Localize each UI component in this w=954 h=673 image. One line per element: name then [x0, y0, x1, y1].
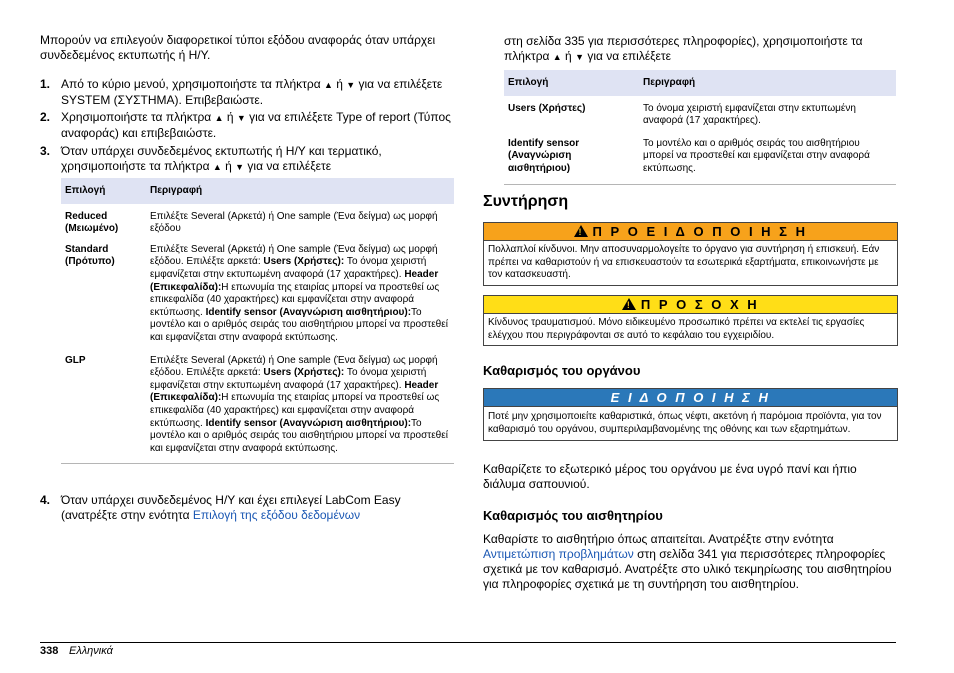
down-arrow-icon: ▼	[235, 162, 245, 172]
caution-icon	[622, 298, 636, 310]
clean-sensor-text: Καθαρίστε το αισθητήριο όπως απαιτείται. Ανατρέξτε στην ενότητα Αντιμετώπιση προβλημάτων στη σελίδα 341 για περισσότερες πληροφορίες σχετικά με τον καθαρισμό. Ανατρέξτε στο υλικό τεκμηρίωσης του αισθητηρίου για πληροφορίες σχετικά με τη συντήρηση του αισθητηρίου.	[483, 532, 892, 591]
notice-text: Ποτέ μην χρησιμοποιείτε καθαριστικά, όπως νέφτι, ακετόνη ή παρόμοια προϊόντα, για τον καθαρισμό του οργάνου, συμπεριλαμβανομένης της οθόνης και των εξαρτημάτων.	[484, 406, 897, 440]
caution-box	[483, 295, 898, 346]
up-arrow-icon: ▲	[323, 80, 333, 90]
caution-title: Π Ρ Ο Σ Ο Χ Η	[640, 297, 760, 312]
notice-title: Ε Ι Δ Ο Π Ο Ι Η Σ Η	[484, 389, 897, 406]
table-row: Identify sensor (Αναγνώριση αισθητήριου) Το μοντέλο και ο αριθμός σειράς του αισθητήριου μπορεί να προστεθεί και εμφανίζεται στην αναφορά εκτύπωσης.	[504, 128, 896, 184]
up-arrow-icon: ▲	[552, 52, 562, 62]
data-output-link[interactable]: Επιλογή της εξόδου δεδομένων	[192, 508, 361, 522]
warning-title: Π Ρ Ο Ε Ι Δ Ο Π Ο Ι Η Σ Η	[592, 224, 808, 239]
warning-box	[483, 222, 898, 286]
table-row: Reduced (Μειωμένο) Επιλέξτε Several (Αρκετά) ή One sample (Ένα δείγμα) ως μορφή εξόδου	[65, 210, 438, 235]
maintenance-heading: Συντήρηση	[483, 193, 569, 210]
labcom-options-table	[504, 70, 896, 185]
page-number: 338	[40, 645, 59, 657]
table-header-description: Περιγραφή	[146, 178, 454, 204]
clean-instrument-text: Καθαρίζετε το εξωτερικό μέρος του οργάνου με ένα υγρό πανί και ήπιο διάλυμα σαπουνιού.	[483, 462, 857, 491]
report-options-table	[61, 178, 454, 464]
table-row: Standard (Πρότυπο) Επιλέξτε Several (Αρκετά) ή One sample (Ένα δείγμα) ως μορφή εξόδου. Επιλέξτε αρκετά: Users (Χρήστες): Το όνομα χειριστή εμφανίζεται στην εκτυπωμένη αναφορά (17 χαρακτήρες). Header (Επικεφαλίδα):Η επωνυμία της εταιρίας μπορεί να προστεθεί ως επικεφαλίδα (40 χαρακτήρες) και εμφανίζεται στην αναφορά εκτύπωσης. Identify sensor (Αναγνώριση αισθητήριου):Το μοντέλο και ο αριθμός σειράς του αισθητήριου μπορεί να προστεθεί και εμφανίζεται στην αναφορά εκτύπωσης.	[65, 243, 448, 343]
warning-icon	[574, 225, 588, 237]
clean-instrument-heading: Καθαρισμός του οργάνου	[483, 363, 641, 378]
notice-box	[483, 388, 898, 441]
troubleshooting-link[interactable]: Αντιμετώπιση προβλημάτων	[483, 547, 634, 561]
table-header-option: Επιλογή	[61, 178, 146, 204]
warning-text: Πολλαπλοί κίνδυνοι. Μην αποσυναρμολογείτε το όργανο για συντήρηση ή επισκευή. Εάν πρέπει να καθαριστούν ή να επισκευαστούν τα εσωτερικά εξαρτήματα, επικοινωνήστε με τον κατασκευαστή.	[484, 240, 897, 285]
table-row: Users (Χρήστες) Το όνομα χειριστή εμφανίζεται στην εκτυπωμένη αναφορά (17 χαρακτήρες).	[508, 102, 856, 127]
up-arrow-icon: ▲	[214, 113, 224, 123]
step-4-continued: στη σελίδα 335 για περισσότερες πληροφορίες), χρησιμοποιήστε τα πλήκτρα ▲ ή ▼ για να επιλέξετε	[504, 34, 863, 63]
down-arrow-icon: ▼	[236, 113, 246, 123]
caution-text: Κίνδυνος τραυματισμού. Μόνο ειδικευμένο προσωπικό πρέπει να εκτελεί τις εργασίες ελέγχου που περιγράφονται σε αυτό το κεφάλαιο του εγχειριδίου.	[484, 313, 897, 345]
table-row: GLP Επιλέξτε Several (Αρκετά) ή One sample (Ένα δείγμα) ως μορφή εξόδου. Επιλέξτε αρκετά: Users (Χρήστες): Το όνομα χειριστή εμφανίζεται στην εκτυπωμένη αναφορά (17 χαρακτήρες). Header (Επικεφαλίδα):Η επωνυμία της εταιρίας μπορεί να προστεθεί ως επικεφαλίδα (40 χαρακτήρες) και εμφανίζεται στην αναφορά εκτύπωσης. Identify sensor (Αναγνώριση αισθητήριου):Το μοντέλο και ο αριθμός σειράς του αισθητήριου μπορεί να προστεθεί και εμφανίζεται στην αναφορά εκτύπωσης.	[61, 345, 454, 464]
down-arrow-icon: ▼	[346, 80, 356, 90]
footer-language: Ελληνικά	[69, 645, 113, 657]
clean-sensor-heading: Καθαρισμός του αισθητηρίου	[483, 508, 663, 523]
page-footer	[40, 642, 896, 657]
up-arrow-icon: ▲	[212, 162, 222, 172]
intro-paragraph: Μπορούν να επιλεγούν διαφορετικοί τύποι εξόδου αναφοράς όταν υπάρχει συνδεδεμένος εκτυπωτής ή Η/Υ.	[40, 33, 436, 62]
table-header-description: Περιγραφή	[639, 70, 896, 96]
down-arrow-icon: ▼	[575, 52, 584, 62]
table-header-option: Επιλογή	[504, 70, 639, 96]
